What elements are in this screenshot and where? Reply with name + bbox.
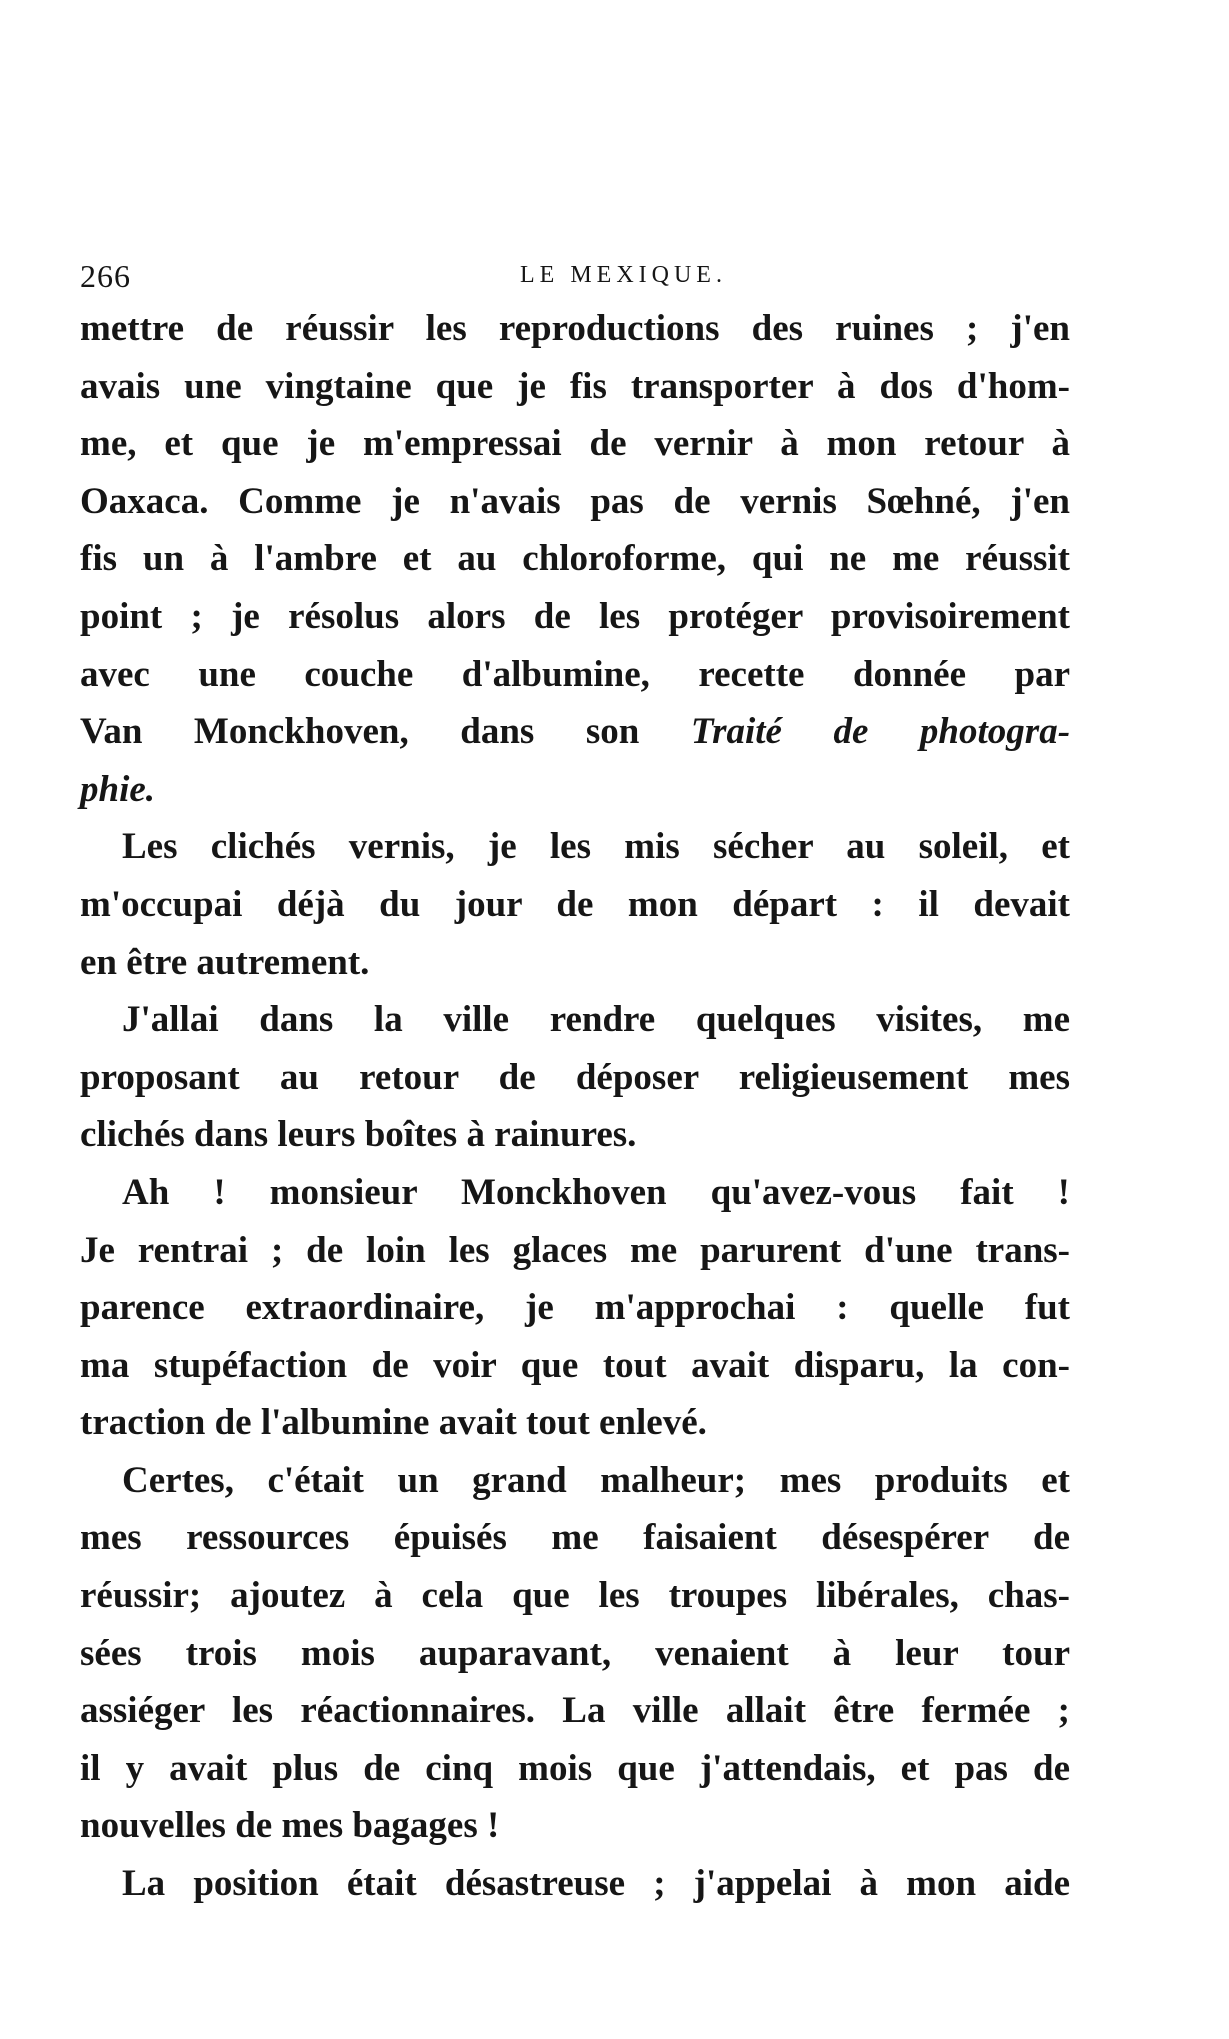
paragraph-start: Ah ! monsieur Monckhoven qu'avez-vous fait ! [122,1171,1070,1213]
text-line: nouvelles de mes bagages ! [80,1805,500,1847]
text-line: parence extraordinaire, je m'approchai : quelle fut [80,1287,1070,1329]
text-line: il y avait plus de cinq mois que j'attendais, et pas de [80,1747,1070,1789]
text-line: sées trois mois auparavant, venaient à leur tour [80,1632,1070,1674]
text-line: ma stupéfaction de voir que tout avait disparu, la con- [80,1344,1070,1386]
text-line: en être autrement. [80,941,370,983]
text-segment: Van Monckhoven, dans son [80,711,640,753]
text-line: clichés dans leurs boîtes à rainures. [80,1114,637,1156]
text-line: proposant au retour de déposer religieusement mes [80,1056,1070,1098]
running-head: LE MEXIQUE. [520,262,727,288]
text-line: mettre de réussir les reproductions des ruines ; j'en [80,308,1070,349]
text-line-with-title [80,703,1070,761]
paragraph-start: J'allai dans la ville rendre quelques visites, me [122,999,1070,1041]
text-line: phie. [80,768,156,810]
paragraph-start: Les clichés vernis, je les mis sécher au soleil, et [122,826,1070,868]
text-line: assiéger les réactionnaires. La ville allait être fermée ; [80,1690,1070,1732]
paragraph-start: Certes, c'était un grand malheur; mes produits et [122,1459,1070,1501]
text-line: réussir; ajoutez à cela que les troupes libérales, chas- [80,1575,1070,1617]
text-line: mes ressources épuisés me faisaient désespérer de [80,1517,1070,1559]
text-line: avais une vingtaine que je fis transporter à dos d'hom- [80,365,1070,407]
text-line: Oaxaca. Comme je n'avais pas de vernis Sœhné, j'en [80,480,1070,522]
text-line: traction de l'albumine avait tout enlevé. [80,1402,707,1444]
text-line: m'occupai déjà du jour de mon départ : il devait [80,883,1070,925]
body-text [80,300,1070,1913]
text-line: fis un à l'ambre et au chloroforme, qui ne me réussit [80,538,1070,580]
text-line: Je rentrai ; de loin les glaces me parurent d'une trans- [80,1229,1070,1271]
text-line: me, et que je m'empressai de vernir à mon retour à [80,423,1070,465]
page-header [80,258,1070,298]
book-title-italic: Traité de photogra- [690,711,1071,753]
text-line: point ; je résolus alors de les protéger provisoirement [80,595,1070,637]
paragraph-start: La position était désastreuse ; j'appelai à mon aide [122,1863,1070,1905]
text-line: avec une couche d'albumine, recette donnée par [80,653,1070,695]
page-number: 266 [80,258,131,294]
